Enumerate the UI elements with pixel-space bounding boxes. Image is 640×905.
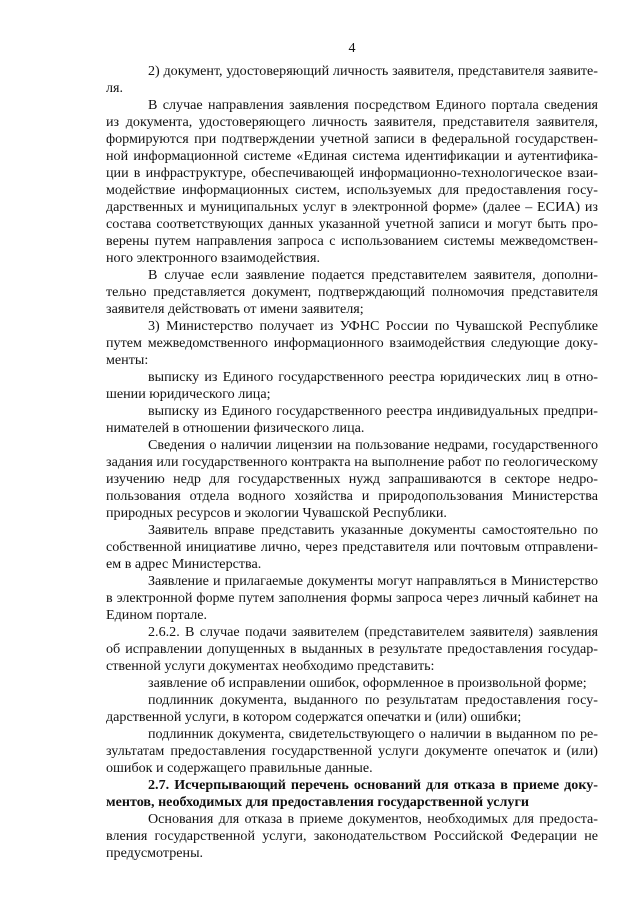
paragraph-refusal-grounds: Основания для отказа в приеме документов, необходимых для предоставления государственной услуги, законодательством Российской Федерации не предусмотрены.: [106, 811, 598, 861]
paragraph-license-info: Сведения о наличии лицензии на пользование недрами, государственного задания или государственного контракта на выполнение работ по геологическому изучению недр для государственных нужд запрашиваются в секторе недропользования отдела водного хозяйства и природопользования Министерства природных ресурсов и экологии Чувашской Республики.: [106, 437, 598, 521]
paragraph-2-6-2: 2.6.2. В случае подачи заявителем (представителем заявителя) заявления об исправлении допущенных в выданных в результате предоставления государственной услуги документах необходимо представить:: [106, 624, 598, 674]
paragraph-evidence-document: подлинник документа, свидетельствующего о наличии в выданном по результатам предоставления государственной услуги документе опечаток и (или) ошибок и содержащего правильные данные.: [106, 726, 598, 776]
paragraph-egrul-extract: выписку из Единого государственного реестра юридических лиц в отношении юридического лица;: [106, 369, 598, 402]
section-heading-2-7: 2.7. Исчерпывающий перечень оснований для отказа в приеме документов, необходимых для предоставления государственной услуги: [106, 777, 598, 810]
paragraph-identity-document: 2) документ, удостоверяющий личность заявителя, представителя заявителя.: [106, 63, 598, 96]
paragraph-representative: В случае если заявление подается представителем заявителя, дополнительно представляется документ, подтверждающий полномочия представителя заявителя действовать от имени заявителя;: [106, 267, 598, 317]
paragraph-electronic-form: Заявление и прилагаемые документы могут направляться в Министерство в электронной форме путем заполнения формы запроса через личный кабинет на Едином портале.: [106, 573, 598, 623]
paragraph-original-document: подлинник документа, выданного по результатам предоставления государственной услуги, в котором содержатся опечатки и (или) ошибки;: [106, 692, 598, 725]
paragraph-egrip-extract: выписку из Единого государственного реестра индивидуальных предпринимателей в отношении физического лица.: [106, 403, 598, 436]
page-number: 4: [348, 41, 356, 56]
paragraph-ministry-receives: 3) Министерство получает из УФНС России по Чувашской Республике путем межведомственного информационного взаимодействия следующие документы:: [106, 318, 598, 368]
document-body: [106, 63, 598, 862]
paragraph-esia: В случае направления заявления посредством Единого портала сведения из документа, удостоверяющего личность заявителя, представителя заявителя, формируются при подтверждении учетной записи в федеральной государственной информационной системе «Единая система идентификации и аутентификации в инфраструктуре, обеспечивающей информационно-технологическое взаимодействие информационных систем, используемых для предоставления государственных и муниципальных услуг в электронной форме» (далее – ЕСИА) из состава соответствующих данных указанной учетной записи и могут быть проверены путем направления запроса с использованием системы межведомственного электронного взаимодействия.: [106, 97, 598, 266]
paragraph-error-correction: заявление об исправлении ошибок, оформленное в произвольной форме;: [148, 675, 587, 691]
paragraph-applicant-right: Заявитель вправе представить указанные документы самостоятельно по собственной инициативе лично, через представителя или почтовым отправлением в адрес Министерства.: [106, 522, 598, 572]
